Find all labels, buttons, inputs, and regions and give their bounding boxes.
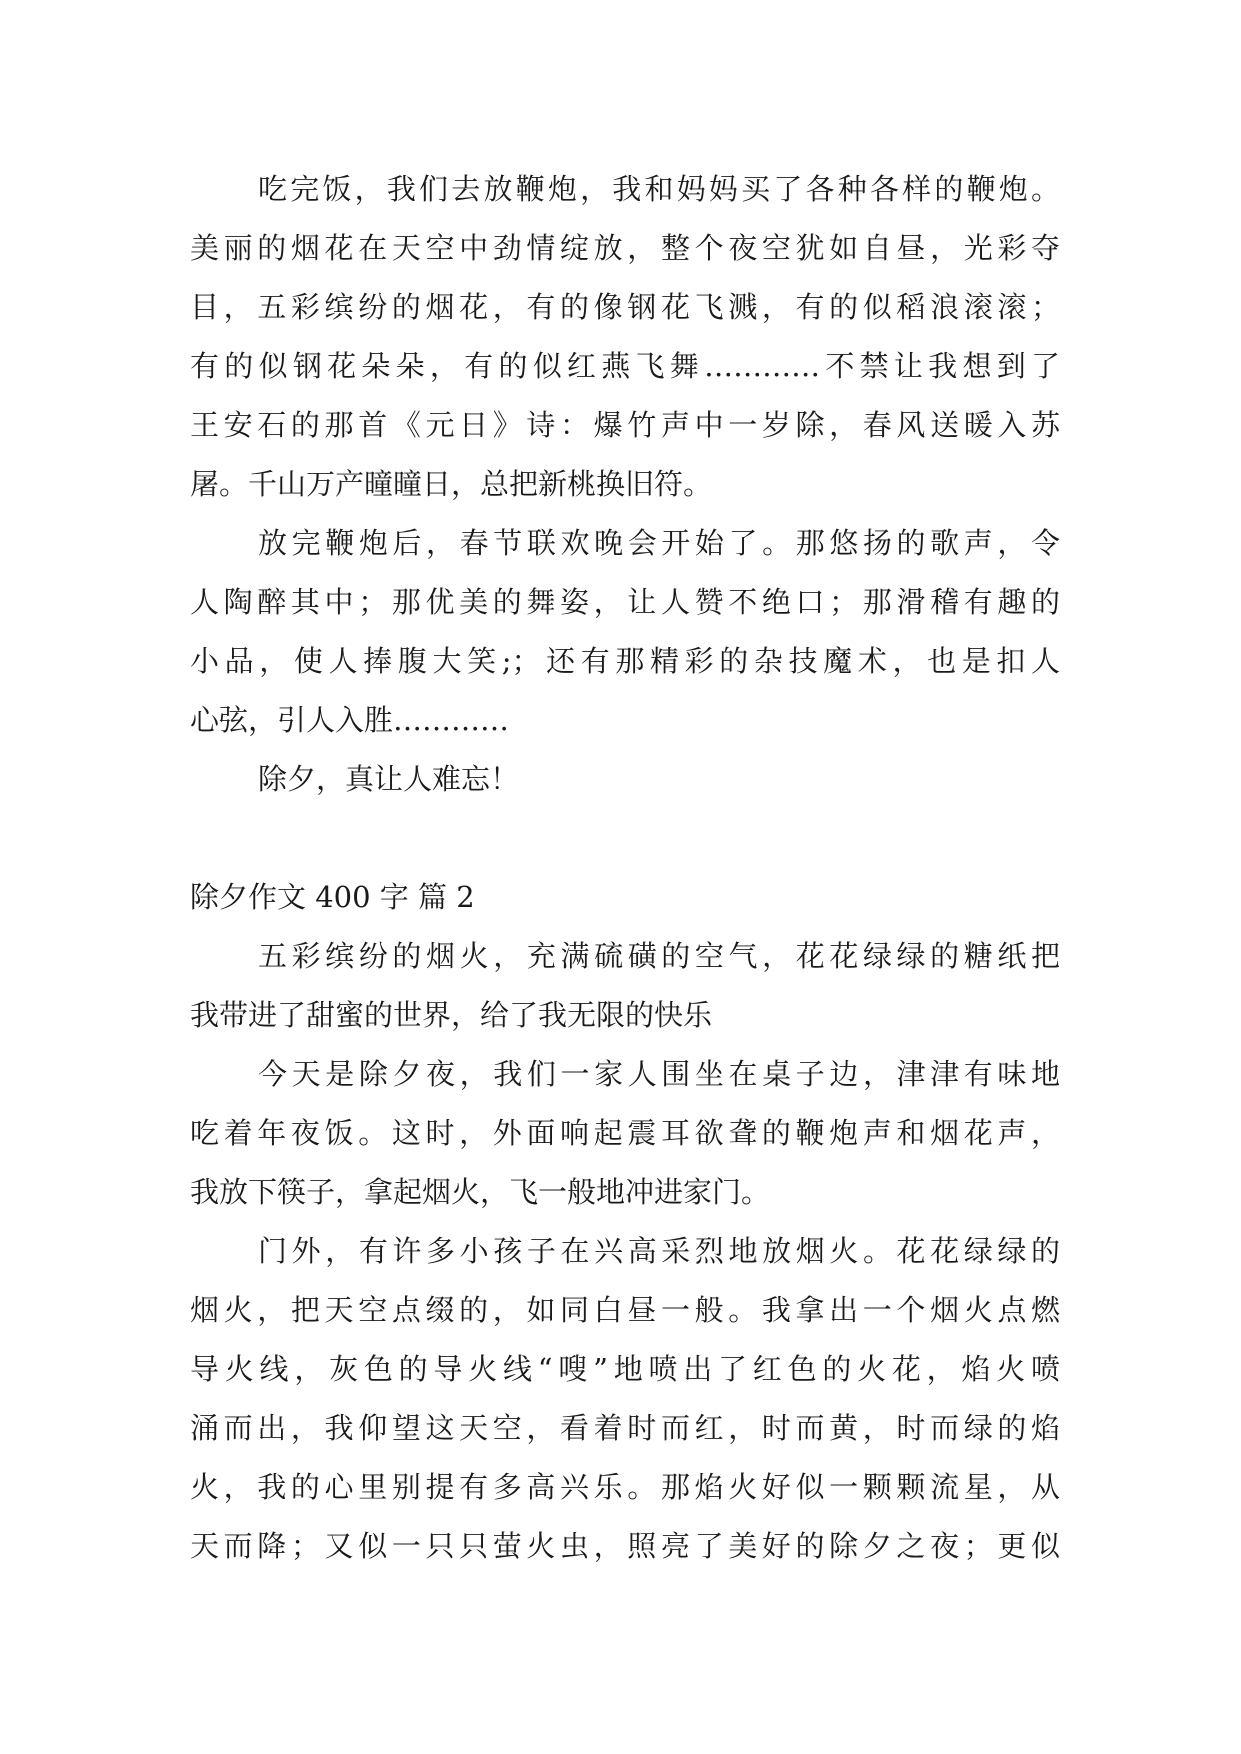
text-line: 天而降；又似一只只萤火虫，照亮了美好的除夕之夜；更似	[190, 1529, 1060, 1563]
text-line: 我带进了甜蜜的世界，给了我无限的快乐	[190, 998, 713, 1032]
paragraph	[190, 160, 1060, 514]
paragraph	[190, 1222, 1060, 1576]
text-line: 小品，使人捧腹大笑;；还有那精彩的杂技魔术，也是扣人	[190, 644, 1060, 678]
text-line: 门外，有许多小孩子在兴高采烈地放烟火。花花绿绿的	[258, 1234, 1060, 1268]
text-line: 有的似钢花朵朵，有的似红燕飞舞…………不禁让我想到了	[190, 349, 1060, 383]
text-line: 我放下筷子，拿起烟火，飞一般地冲进家门。	[190, 1175, 771, 1209]
text-line: 今天是除夕夜，我们一家人围坐在桌子边，津津有味地	[258, 1057, 1060, 1091]
document-body	[190, 160, 1060, 1576]
text-line: 放完鞭炮后，春节联欢晚会开始了。那悠扬的歌声，令	[258, 526, 1060, 560]
text-line: 火，我的心里别提有多高兴乐。那焰火好似一颗颗流星，从	[190, 1470, 1060, 1504]
paragraph	[190, 514, 1060, 750]
text-line: 除夕，真让人难忘！	[258, 762, 520, 796]
text-line: 五彩缤纷的烟火，充满硫磺的空气，花花绿绿的糖纸把	[258, 939, 1060, 973]
text-line: 导火线，灰色的导火线“嗖”地喷出了红色的火花，焰火喷	[190, 1352, 1060, 1386]
text-line: 美丽的烟花在天空中劲情绽放，整个夜空犹如自昼，光彩夺	[190, 231, 1060, 265]
paragraph	[190, 1045, 1060, 1222]
section-heading: 除夕作文 400 字 篇 2	[190, 880, 475, 914]
text-line: 心弦，引人入胜…………	[190, 703, 510, 737]
blank-line	[190, 809, 1060, 868]
text-line: 屠。千山万产曈曈日，总把新桃换旧符。	[190, 467, 713, 501]
paragraph	[190, 750, 1060, 809]
text-line: 吃完饭，我们去放鞭炮，我和妈妈买了各种各样的鞭炮。	[258, 172, 1060, 206]
text-line: 王安石的那首《元日》诗：爆竹声中一岁除，春风送暖入苏	[190, 408, 1060, 442]
paragraph	[190, 927, 1060, 1045]
text-line: 吃着年夜饭。这时，外面响起震耳欲聋的鞭炮声和烟花声，	[190, 1116, 1060, 1150]
text-line: 烟火，把天空点缀的，如同白昼一般。我拿出一个烟火点燃	[190, 1293, 1060, 1327]
text-line: 目，五彩缤纷的烟花，有的像钢花飞溅，有的似稻浪滚滚；	[190, 290, 1060, 324]
text-line: 人陶醉其中；那优美的舞姿，让人赞不绝口；那滑稽有趣的	[190, 585, 1060, 619]
text-line: 涌而出，我仰望这天空，看着时而红，时而黄，时而绿的焰	[190, 1411, 1060, 1445]
